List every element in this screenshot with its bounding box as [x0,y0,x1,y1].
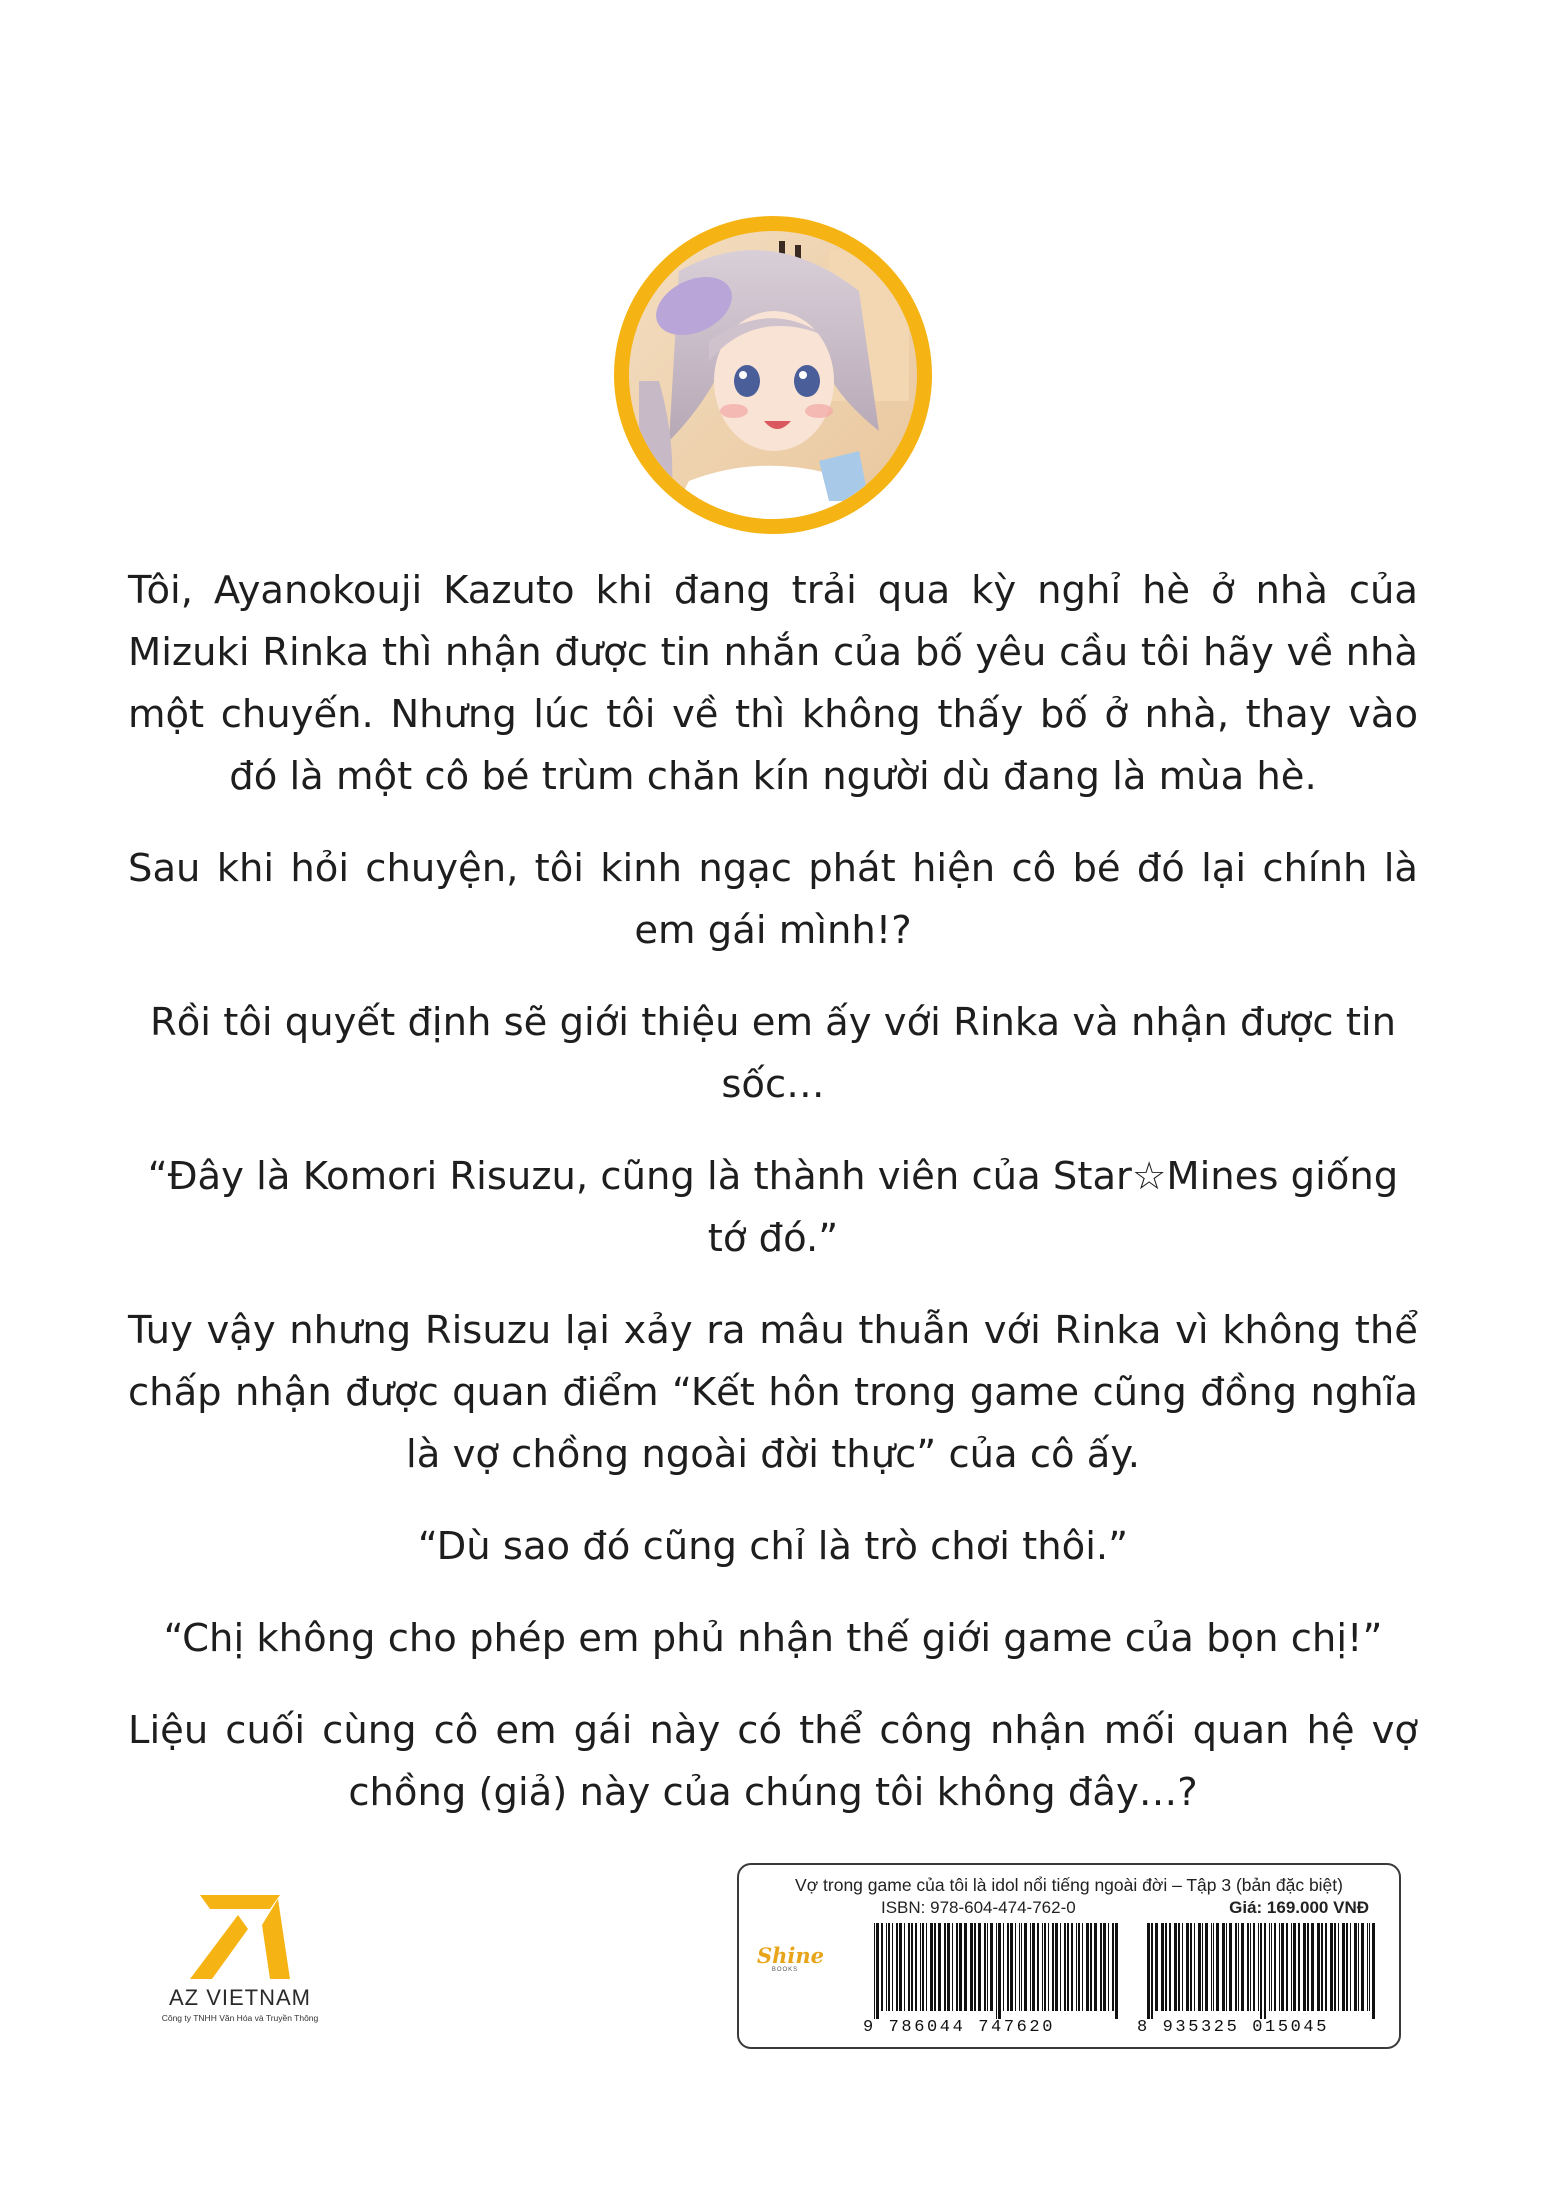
barcode-bar [996,1923,997,2019]
barcode-bar [1307,1923,1309,2011]
barcode-bar [1342,1923,1345,2011]
barcode-bar [998,1923,1001,2019]
barcode-bar [956,1923,958,2011]
barcode-bar [959,1923,962,2011]
barcode-bar [1258,1923,1259,2011]
barcode-bar [888,1923,890,2011]
product-digits: 8 935325 015045 [1137,2018,1330,2037]
barcode-bar [1298,1923,1300,2011]
barcode-bar [1311,1923,1314,2011]
barcode-bar [1024,1923,1027,2011]
barcode-bar [947,1923,950,2011]
barcode-bar [1155,1923,1158,2011]
barcode-bar [1198,1923,1201,2011]
barcode-bar [904,1923,905,2011]
barcode-bar [1174,1923,1177,2011]
barcode-bar [1222,1923,1225,2011]
barcode-bar [1007,1923,1009,2011]
barcode-bar [934,1923,936,2011]
barcode-bar [984,1923,986,2011]
publisher-name: AZ VIETNAM [168,1985,311,2010]
blurb-paragraph-6: “Dù sao đó cũng chỉ là trò chơi thôi.” [417,1524,1129,1569]
barcode-bar [1281,1923,1284,2011]
barcode-bar [1205,1923,1208,2011]
barcode-bar [990,1923,993,2011]
barcode-bar [1361,1923,1364,2011]
barcode-bar [952,1923,953,2011]
barcode-bar [1286,1923,1288,2011]
barcode-bar [1094,1923,1097,2011]
barcode-bar [1325,1923,1327,2011]
barcode-bar [1115,1923,1118,2019]
barcode-bar [1048,1923,1049,2011]
barcode-bar [1067,1923,1069,2011]
barcode-bar [1346,1923,1348,2011]
publisher-company: Công ty TNHH Văn Hóa và Truyền Thông [161,2013,319,2023]
barcode-bar [1032,1923,1035,2011]
barcode-bar [1350,1923,1351,2011]
barcode-bar [1274,1923,1276,2011]
barcode-bar [908,1923,910,2011]
barcode-bar [1367,1923,1368,2011]
barcode-bar [1250,1923,1251,2011]
barcode-bar [881,1923,883,2011]
barcode-bar [1161,1923,1164,2011]
barcode-bar [1060,1923,1061,2011]
barcode-bar [1194,1923,1195,2011]
barcode-bar [1338,1923,1339,2011]
blurb-paragraph-5: Tuy vậy nhưng Risuzu lại xảy ra mâu thuẫn với Rinka vì không thể chấp nhận được quan điểm “Kết hôn trong game cũng đồng nghĩa là vợ chồng ngoài đời thực” của cô ấy. [128,1308,1418,1477]
barcode-bar [1241,1923,1244,2011]
barcode-bar [892,1923,893,2011]
barcode-bar [874,1923,875,2019]
az-logo-icon [190,1895,290,1979]
barcode-bar [1044,1923,1046,2011]
character-illustration [629,231,917,519]
barcode-bar [978,1923,981,2011]
barcode-bar [1372,1923,1375,2019]
barcode-bar [1264,1923,1266,2019]
publisher-logo [150,1895,330,2023]
barcode-bar [1178,1923,1180,2011]
barcode-bar [1213,1923,1214,2011]
barcode-bar [1271,1923,1272,2011]
barcode-bar [1071,1923,1073,2011]
blurb-paragraph-3: Rồi tôi quyết định sẽ giới thiệu em ấy với Rinka và nhận được tin sốc… [149,1000,1397,1107]
barcode-bar [1015,1923,1016,2011]
barcode-bar [1369,1923,1370,2011]
barcode-bar [1037,1923,1039,2011]
barcode-bar [1010,1923,1013,2011]
barcode-bar [1064,1923,1066,2011]
character-portrait [614,216,932,534]
barcode-bar [1291,1923,1292,2011]
barcode-bar [1202,1923,1203,2011]
barcode-bar [1229,1923,1232,2011]
blurb-paragraph-1: Tôi, Ayanokouji Kazuto khi đang trải qua kỳ nghỉ hè ở nhà của Mizuki Rinka thì nhận được tin nhắn của bố yêu cầu tôi hãy về nhà một chuyến. Nhưng lúc tôi về thì không thấy bố ở nhà, thay vào đó là một cô bé trùm chăn kín người dù đang là mùa hè. [128,568,1418,799]
barcode-bar [1108,1923,1109,2011]
barcode-bar [1076,1923,1077,2011]
blurb-paragraph-7: “Chị không cho phép em phủ nhận thế giới game của bọn chị!” [163,1616,1383,1661]
barcode-bar [1055,1923,1058,2011]
price-text: Giá: 169.000 VNĐ [1229,1898,1369,1917]
shine-books-logo [757,1943,825,1973]
barcode-bar [1030,1923,1031,2011]
barcode-bar [915,1923,917,2011]
barcode-bar [1086,1923,1089,2011]
barcode-bar [974,1923,976,2011]
barcode-bar [938,1923,941,2011]
barcode-bar [1019,1923,1020,2011]
barcode-bar [970,1923,973,2011]
blurb-paragraph-4: “Đây là Komori Risuzu, cũng là thành viên của Star☆Mines giống tớ đó.” [147,1154,1399,1261]
barcode-bar [1235,1923,1237,2011]
barcode-bar [1169,1923,1171,2011]
barcode-bar [1238,1923,1239,2011]
barcode-bar [1186,1923,1189,2011]
barcode-bar [1003,1923,1004,2011]
barcode-bar [930,1923,933,2011]
barcode-bar [1253,1923,1255,2011]
imprint-name: Shine [757,1943,825,1968]
isbn-barcode [874,1923,1122,2019]
imprint-sub: BOOKS [771,1967,799,1973]
barcode-bar [920,1923,921,2011]
blurb-paragraph-8: Liệu cuối cùng cô em gái này có thể công nhận mối quan hệ vợ chồng (giả) này của chúng tôi không đây…? [128,1708,1418,1815]
barcode-bar [1358,1923,1359,2011]
barcode-bar [1151,1923,1153,2019]
barcode-bar [1216,1923,1219,2011]
barcode-bar [1354,1923,1357,2011]
barcode-bar [1303,1923,1306,2011]
barcode-bar [987,1923,988,2011]
barcode-bar [1334,1923,1336,2011]
barcode-bar [1100,1923,1102,2011]
barcode-bar [1317,1923,1320,2011]
barcode-bar [1182,1923,1183,2011]
barcode-bar [1165,1923,1167,2011]
barcode-bar [1279,1923,1280,2011]
barcode-bar [1321,1923,1323,2011]
barcode-bar [1211,1923,1212,2011]
barcode-bar [1260,1923,1262,2019]
barcode-bar [876,1923,879,2019]
barcode-panel [737,1863,1401,2049]
barcode-bar [1021,1923,1022,2011]
barcode-bar [944,1923,946,2011]
barcode-bar [1247,1923,1249,2011]
barcode-bar [1090,1923,1092,2011]
book-title: Vợ trong game của tôi là idol nổi tiếng ngoài đời – Tập 3 (bản đặc biệt) [795,1875,1343,1895]
barcode-bar [922,1923,924,2011]
blurb-text [128,560,1418,1854]
barcode-bar [1078,1923,1080,2011]
barcode-bar [1190,1923,1192,2011]
product-barcode [1147,1923,1379,2019]
barcode-bar [964,1923,967,2011]
barcode-bar [1293,1923,1296,2011]
barcode-bar [926,1923,927,2011]
barcode-bar [1226,1923,1227,2011]
barcode-bar [1042,1923,1043,2011]
isbn-digits: 9 786044 747620 [863,2018,1056,2037]
isbn-text: ISBN: 978-604-474-762-0 [881,1898,1076,1917]
barcode-bar [899,1923,902,2011]
barcode-bar [1269,1923,1270,2011]
barcode-bar [896,1923,898,2011]
blurb-paragraph-2: Sau khi hỏi chuyện, tôi kinh ngạc phát hiện cô bé đó lại chính là em gái mình!? [128,846,1418,953]
barcode-bar [1112,1923,1114,2011]
barcode-bar [1103,1923,1106,2011]
barcode-bar [911,1923,913,2011]
barcode-bar [1147,1923,1150,2019]
barcode-bar [1330,1923,1333,2011]
barcode-bar [1052,1923,1054,2011]
barcode-bar [1082,1923,1083,2011]
barcode-bar [886,1923,887,2011]
